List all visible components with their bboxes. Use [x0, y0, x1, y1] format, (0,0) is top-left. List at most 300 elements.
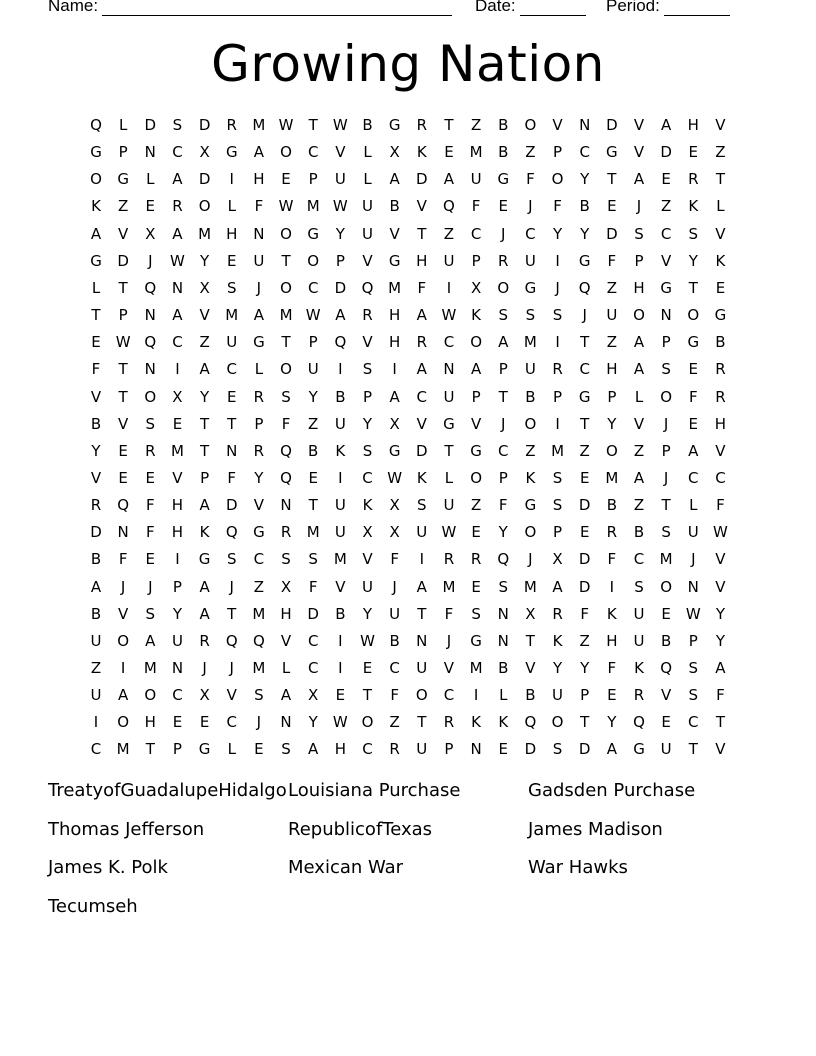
- grid-letter[interactable]: M: [523, 577, 537, 596]
- grid-letter[interactable]: A: [199, 360, 210, 379]
- grid-letter[interactable]: O: [90, 170, 102, 189]
- grid-letter[interactable]: Z: [199, 333, 210, 352]
- grid-letter[interactable]: E: [688, 414, 699, 433]
- grid-letter[interactable]: U: [443, 496, 455, 515]
- grid-letter[interactable]: R: [226, 116, 237, 134]
- grid-letter[interactable]: S: [281, 740, 291, 759]
- grid-letter[interactable]: N: [171, 278, 184, 297]
- grid-letter[interactable]: C: [307, 631, 319, 650]
- grid-letter[interactable]: P: [553, 387, 563, 406]
- grid-letter[interactable]: T: [227, 414, 237, 433]
- grid-letter[interactable]: N: [144, 360, 156, 379]
- grid-letter[interactable]: A: [633, 170, 645, 189]
- grid-letter[interactable]: L: [363, 170, 372, 189]
- grid-letter[interactable]: P: [553, 523, 563, 542]
- grid-letter[interactable]: H: [280, 604, 292, 623]
- grid-letter[interactable]: V: [118, 224, 129, 243]
- grid-letter[interactable]: D: [307, 604, 319, 623]
- grid-letter[interactable]: X: [308, 686, 319, 705]
- grid-letter[interactable]: U: [416, 740, 428, 759]
- grid-letter[interactable]: X: [552, 550, 563, 569]
- grid-letter[interactable]: V: [470, 414, 482, 433]
- grid-letter[interactable]: K: [498, 713, 509, 732]
- grid-letter[interactable]: K: [634, 659, 644, 677]
- grid-letter[interactable]: F: [580, 604, 589, 623]
- grid-letter[interactable]: A: [90, 577, 102, 596]
- grid-letter[interactable]: Z: [633, 496, 645, 515]
- grid-letter[interactable]: I: [175, 360, 180, 379]
- grid-letter[interactable]: L: [281, 659, 291, 677]
- grid-letter[interactable]: W: [278, 197, 294, 216]
- grid-letter[interactable]: T: [688, 740, 698, 759]
- grid-letter[interactable]: Y: [172, 604, 183, 623]
- grid-letter[interactable]: D: [578, 740, 591, 759]
- grid-letter[interactable]: A: [416, 577, 427, 596]
- grid-letter[interactable]: M: [252, 604, 266, 623]
- grid-letter[interactable]: E: [227, 387, 237, 406]
- grid-letter[interactable]: P: [200, 468, 210, 487]
- grid-letter[interactable]: T: [118, 387, 128, 406]
- grid-letter[interactable]: O: [551, 713, 564, 732]
- grid-letter[interactable]: H: [226, 224, 238, 243]
- grid-letter[interactable]: L: [499, 686, 508, 705]
- grid-letter[interactable]: G: [198, 740, 211, 759]
- grid-letter[interactable]: T: [118, 360, 128, 379]
- grid-letter[interactable]: C: [253, 550, 265, 569]
- grid-letter[interactable]: N: [470, 740, 482, 759]
- grid-letter[interactable]: A: [633, 468, 645, 487]
- grid-letter[interactable]: Y: [580, 170, 590, 189]
- grid-letter[interactable]: E: [227, 251, 237, 270]
- grid-letter[interactable]: S: [145, 604, 156, 623]
- grid-letter[interactable]: C: [172, 333, 183, 352]
- grid-letter[interactable]: Q: [497, 550, 510, 569]
- grid-letter[interactable]: F: [145, 523, 155, 542]
- grid-letter[interactable]: O: [497, 278, 510, 297]
- grid-letter[interactable]: Y: [308, 713, 318, 732]
- grid-letter[interactable]: X: [199, 143, 210, 162]
- grid-letter[interactable]: S: [281, 387, 291, 406]
- grid-letter[interactable]: N: [117, 523, 129, 542]
- grid-letter[interactable]: T: [580, 713, 590, 732]
- grid-letter[interactable]: D: [578, 577, 591, 596]
- grid-letter[interactable]: J: [120, 577, 126, 596]
- grid-letter[interactable]: R: [688, 170, 699, 189]
- grid-letter[interactable]: P: [335, 251, 345, 270]
- grid-letter[interactable]: A: [552, 577, 563, 596]
- grid-letter[interactable]: N: [253, 224, 265, 243]
- grid-letter[interactable]: T: [281, 333, 291, 352]
- grid-letter[interactable]: B: [525, 387, 536, 406]
- grid-letter[interactable]: N: [687, 577, 699, 596]
- grid-letter[interactable]: U: [90, 631, 102, 650]
- grid-letter[interactable]: T: [417, 224, 427, 243]
- grid-letter[interactable]: V: [172, 468, 183, 487]
- grid-letter[interactable]: Z: [579, 631, 590, 650]
- grid-letter[interactable]: U: [389, 604, 401, 623]
- grid-letter[interactable]: O: [280, 278, 292, 297]
- grid-letter[interactable]: P: [553, 143, 563, 162]
- grid-letter[interactable]: P: [471, 387, 481, 406]
- grid-letter[interactable]: S: [498, 306, 509, 325]
- grid-letter[interactable]: G: [714, 306, 727, 325]
- grid-letter[interactable]: G: [388, 251, 401, 270]
- grid-letter[interactable]: C: [389, 659, 400, 677]
- grid-letter[interactable]: U: [687, 523, 699, 542]
- grid-letter[interactable]: T: [362, 686, 373, 705]
- grid-letter[interactable]: V: [90, 468, 102, 487]
- grid-letter[interactable]: M: [442, 577, 456, 596]
- grid-letter[interactable]: I: [93, 713, 99, 732]
- grid-letter[interactable]: Y: [362, 604, 373, 623]
- grid-letter[interactable]: V: [416, 197, 427, 216]
- grid-letter[interactable]: B: [498, 143, 509, 162]
- grid-letter[interactable]: N: [660, 306, 672, 325]
- grid-letter[interactable]: S: [552, 740, 563, 759]
- grid-letter[interactable]: R: [552, 604, 563, 623]
- grid-letter[interactable]: A: [90, 224, 102, 243]
- grid-letter[interactable]: E: [471, 577, 481, 596]
- grid-letter[interactable]: M: [252, 659, 266, 677]
- grid-letter[interactable]: R: [606, 523, 618, 542]
- grid-letter[interactable]: M: [605, 468, 619, 487]
- grid-letter[interactable]: U: [524, 360, 536, 379]
- grid-letter[interactable]: A: [199, 604, 210, 623]
- grid-letter[interactable]: C: [579, 143, 590, 162]
- grid-letter[interactable]: B: [389, 631, 400, 650]
- grid-letter[interactable]: S: [634, 577, 644, 596]
- grid-letter[interactable]: A: [498, 333, 509, 352]
- grid-letter[interactable]: L: [146, 170, 155, 189]
- grid-letter[interactable]: P: [661, 333, 671, 352]
- grid-letter[interactable]: R: [443, 550, 455, 569]
- grid-letter[interactable]: K: [199, 523, 210, 542]
- grid-letter[interactable]: M: [252, 116, 266, 134]
- grid-letter[interactable]: M: [551, 441, 565, 460]
- grid-letter[interactable]: U: [334, 523, 346, 542]
- grid-letter[interactable]: C: [498, 441, 509, 460]
- grid-letter[interactable]: I: [338, 360, 343, 379]
- grid-letter[interactable]: V: [362, 333, 373, 352]
- grid-letter[interactable]: V: [362, 251, 373, 270]
- grid-letter[interactable]: H: [633, 278, 645, 297]
- grid-letter[interactable]: A: [633, 333, 645, 352]
- grid-letter[interactable]: E: [172, 713, 183, 732]
- grid-letter[interactable]: M: [116, 740, 130, 759]
- grid-letter[interactable]: B: [606, 496, 617, 515]
- grid-letter[interactable]: H: [416, 251, 428, 270]
- grid-letter[interactable]: X: [172, 387, 183, 406]
- grid-letter[interactable]: R: [470, 550, 482, 569]
- grid-letter[interactable]: F: [390, 550, 399, 569]
- grid-letter[interactable]: G: [606, 143, 618, 162]
- grid-letter[interactable]: F: [526, 170, 535, 189]
- grid-letter[interactable]: U: [443, 251, 455, 270]
- grid-letter[interactable]: J: [636, 197, 642, 216]
- grid-letter[interactable]: E: [254, 740, 264, 759]
- grid-letter[interactable]: V: [253, 496, 265, 515]
- grid-letter[interactable]: V: [280, 631, 292, 650]
- grid-letter[interactable]: S: [688, 224, 699, 243]
- grid-letter[interactable]: C: [688, 713, 699, 732]
- grid-letter[interactable]: G: [90, 143, 102, 162]
- grid-letter[interactable]: N: [497, 631, 509, 650]
- grid-letter[interactable]: D: [606, 116, 618, 134]
- grid-letter[interactable]: Z: [633, 441, 645, 460]
- grid-letter[interactable]: V: [633, 143, 645, 162]
- grid-letter[interactable]: Y: [200, 251, 210, 270]
- grid-letter[interactable]: J: [148, 251, 153, 270]
- grid-letter[interactable]: V: [416, 414, 427, 433]
- grid-letter[interactable]: C: [633, 550, 645, 569]
- grid-letter[interactable]: X: [199, 278, 210, 297]
- grid-letter[interactable]: C: [172, 686, 183, 705]
- grid-letter[interactable]: O: [117, 631, 130, 650]
- grid-letter[interactable]: R: [633, 686, 645, 705]
- grid-letter[interactable]: D: [90, 523, 102, 542]
- grid-letter[interactable]: S: [525, 306, 536, 325]
- grid-letter[interactable]: J: [663, 468, 669, 487]
- grid-letter[interactable]: V: [661, 686, 672, 705]
- grid-letter[interactable]: V: [715, 224, 726, 243]
- grid-letter[interactable]: T: [118, 278, 128, 297]
- grid-letter[interactable]: A: [661, 116, 672, 134]
- grid-letter[interactable]: H: [389, 333, 401, 352]
- grid-letter[interactable]: L: [716, 197, 725, 216]
- grid-letter[interactable]: M: [659, 550, 673, 569]
- grid-letter[interactable]: V: [199, 306, 210, 325]
- grid-letter[interactable]: I: [473, 686, 479, 705]
- grid-letter[interactable]: O: [524, 116, 537, 134]
- grid-letter[interactable]: P: [661, 441, 671, 460]
- grid-letter[interactable]: F: [145, 496, 155, 515]
- grid-letter[interactable]: A: [606, 740, 617, 759]
- grid-letter[interactable]: D: [416, 441, 428, 460]
- grid-letter[interactable]: Q: [334, 333, 347, 352]
- grid-letter[interactable]: H: [171, 523, 184, 542]
- grid-letter[interactable]: F: [607, 251, 617, 270]
- grid-letter[interactable]: P: [308, 333, 318, 352]
- grid-letter[interactable]: W: [278, 116, 294, 134]
- grid-letter[interactable]: Z: [118, 197, 129, 216]
- grid-letter[interactable]: N: [144, 143, 156, 162]
- grid-letter[interactable]: J: [229, 577, 234, 596]
- grid-letter[interactable]: E: [362, 659, 373, 677]
- grid-letter[interactable]: P: [607, 387, 617, 406]
- grid-letter[interactable]: J: [501, 414, 506, 433]
- grid-letter[interactable]: C: [307, 659, 319, 677]
- grid-letter[interactable]: T: [444, 116, 454, 134]
- grid-letter[interactable]: F: [254, 197, 264, 216]
- grid-letter[interactable]: A: [172, 170, 183, 189]
- grid-letter[interactable]: B: [525, 686, 536, 705]
- grid-letter[interactable]: Y: [580, 224, 590, 243]
- grid-letter[interactable]: D: [225, 496, 238, 515]
- grid-letter[interactable]: S: [226, 278, 237, 297]
- grid-letter[interactable]: B: [362, 116, 373, 134]
- grid-letter[interactable]: S: [688, 659, 699, 677]
- grid-letter[interactable]: F: [498, 496, 508, 515]
- grid-letter[interactable]: Z: [470, 116, 482, 134]
- grid-letter[interactable]: N: [579, 116, 591, 134]
- grid-letter[interactable]: E: [172, 414, 183, 433]
- grid-letter[interactable]: H: [687, 116, 699, 134]
- grid-letter[interactable]: A: [633, 360, 645, 379]
- grid-letter[interactable]: P: [444, 740, 454, 759]
- grid-letter[interactable]: V: [715, 740, 726, 759]
- grid-letter[interactable]: T: [145, 740, 155, 759]
- grid-letter[interactable]: T: [308, 496, 318, 515]
- grid-letter[interactable]: Z: [470, 496, 482, 515]
- grid-letter[interactable]: D: [416, 170, 428, 189]
- grid-letter[interactable]: V: [443, 659, 455, 677]
- grid-letter[interactable]: M: [469, 659, 483, 677]
- grid-letter[interactable]: D: [117, 251, 129, 270]
- grid-letter[interactable]: S: [281, 550, 291, 569]
- grid-letter[interactable]: K: [416, 468, 427, 487]
- grid-letter[interactable]: Z: [606, 333, 617, 352]
- grid-letter[interactable]: W: [115, 333, 131, 352]
- grid-letter[interactable]: J: [663, 414, 669, 433]
- grid-letter[interactable]: V: [633, 116, 645, 134]
- grid-letter[interactable]: C: [688, 468, 699, 487]
- grid-letter[interactable]: F: [281, 414, 291, 433]
- grid-letter[interactable]: P: [634, 251, 644, 270]
- grid-letter[interactable]: W: [332, 197, 348, 216]
- grid-letter[interactable]: T: [308, 116, 318, 134]
- grid-letter[interactable]: E: [688, 360, 699, 379]
- grid-letter[interactable]: E: [335, 686, 346, 705]
- grid-letter[interactable]: Q: [225, 523, 238, 542]
- grid-letter[interactable]: P: [362, 387, 373, 406]
- grid-letter[interactable]: K: [688, 197, 699, 216]
- grid-letter[interactable]: A: [470, 360, 482, 379]
- grid-letter[interactable]: P: [118, 306, 128, 325]
- grid-letter[interactable]: T: [525, 631, 535, 650]
- grid-letter[interactable]: U: [660, 740, 672, 759]
- grid-letter[interactable]: M: [333, 550, 347, 569]
- grid-letter[interactable]: V: [633, 414, 645, 433]
- grid-letter[interactable]: S: [254, 686, 264, 705]
- grid-letter[interactable]: C: [525, 224, 536, 243]
- grid-letter[interactable]: A: [443, 170, 455, 189]
- grid-letter[interactable]: J: [528, 197, 533, 216]
- grid-letter[interactable]: I: [338, 659, 343, 677]
- grid-letter[interactable]: C: [172, 143, 183, 162]
- grid-letter[interactable]: C: [715, 468, 726, 487]
- grid-letter[interactable]: B: [90, 414, 102, 433]
- grid-letter[interactable]: B: [498, 659, 509, 677]
- grid-letter[interactable]: X: [145, 224, 156, 243]
- grid-letter[interactable]: J: [582, 306, 587, 325]
- grid-letter[interactable]: C: [90, 740, 102, 759]
- grid-letter[interactable]: Y: [688, 251, 698, 270]
- grid-letter[interactable]: S: [552, 306, 563, 325]
- grid-letter[interactable]: R: [253, 387, 265, 406]
- grid-letter[interactable]: L: [118, 116, 128, 134]
- grid-letter[interactable]: T: [715, 713, 726, 732]
- grid-letter[interactable]: L: [689, 496, 698, 515]
- grid-letter[interactable]: F: [118, 550, 128, 569]
- grid-letter[interactable]: Y: [335, 224, 345, 243]
- grid-letter[interactable]: U: [633, 631, 645, 650]
- grid-letter[interactable]: K: [91, 197, 101, 216]
- grid-letter[interactable]: C: [443, 686, 455, 705]
- grid-letter[interactable]: J: [446, 631, 452, 650]
- grid-letter[interactable]: L: [227, 740, 236, 759]
- grid-letter[interactable]: C: [579, 360, 590, 379]
- grid-letter[interactable]: Z: [525, 143, 536, 162]
- grid-letter[interactable]: Q: [633, 713, 645, 732]
- grid-letter[interactable]: N: [443, 360, 455, 379]
- grid-letter[interactable]: O: [307, 251, 320, 270]
- grid-letter[interactable]: U: [226, 333, 238, 352]
- grid-letter[interactable]: F: [471, 197, 481, 216]
- grid-letter[interactable]: V: [525, 659, 536, 677]
- grid-letter[interactable]: E: [118, 441, 128, 460]
- grid-letter[interactable]: D: [578, 496, 591, 515]
- grid-letter[interactable]: J: [256, 278, 262, 297]
- grid-letter[interactable]: O: [660, 387, 673, 406]
- grid-letter[interactable]: V: [90, 387, 102, 406]
- grid-letter[interactable]: B: [335, 387, 346, 406]
- grid-letter[interactable]: Q: [90, 116, 102, 134]
- grid-letter[interactable]: R: [389, 740, 400, 759]
- grid-letter[interactable]: U: [362, 577, 373, 596]
- grid-letter[interactable]: Z: [90, 659, 102, 677]
- grid-letter[interactable]: S: [661, 523, 671, 542]
- grid-letter[interactable]: Q: [144, 278, 157, 297]
- grid-letter[interactable]: O: [280, 360, 292, 379]
- grid-letter[interactable]: M: [143, 659, 157, 677]
- grid-letter[interactable]: X: [280, 577, 292, 596]
- grid-letter[interactable]: B: [335, 604, 346, 623]
- grid-letter[interactable]: E: [498, 740, 508, 759]
- grid-letter[interactable]: T: [417, 604, 427, 623]
- grid-letter[interactable]: P: [471, 251, 481, 270]
- grid-letter[interactable]: I: [446, 278, 452, 297]
- grid-letter[interactable]: O: [524, 414, 537, 433]
- grid-letter[interactable]: G: [198, 550, 211, 569]
- grid-letter[interactable]: O: [470, 333, 482, 352]
- grid-letter[interactable]: U: [171, 631, 183, 650]
- grid-letter[interactable]: G: [253, 333, 265, 352]
- grid-letter[interactable]: U: [633, 604, 645, 623]
- grid-letter[interactable]: V: [552, 116, 563, 134]
- grid-letter[interactable]: I: [555, 333, 560, 352]
- grid-letter[interactable]: D: [524, 740, 537, 759]
- grid-letter[interactable]: R: [715, 360, 726, 379]
- grid-letter[interactable]: V: [118, 604, 129, 623]
- grid-letter[interactable]: Q: [361, 278, 374, 297]
- grid-letter[interactable]: V: [362, 550, 373, 569]
- grid-letter[interactable]: O: [280, 224, 292, 243]
- grid-letter[interactable]: U: [606, 306, 618, 325]
- grid-letter[interactable]: M: [523, 333, 537, 352]
- grid-letter[interactable]: D: [198, 116, 211, 134]
- grid-letter[interactable]: I: [419, 550, 425, 569]
- grid-letter[interactable]: X: [389, 143, 400, 162]
- grid-letter[interactable]: A: [335, 306, 346, 325]
- grid-letter[interactable]: O: [198, 197, 211, 216]
- grid-letter[interactable]: O: [117, 713, 130, 732]
- grid-letter[interactable]: E: [607, 197, 617, 216]
- grid-letter[interactable]: S: [471, 604, 481, 623]
- grid-letter[interactable]: A: [199, 496, 210, 515]
- grid-letter[interactable]: S: [498, 577, 509, 596]
- grid-letter[interactable]: E: [444, 143, 454, 162]
- grid-letter[interactable]: L: [227, 197, 236, 216]
